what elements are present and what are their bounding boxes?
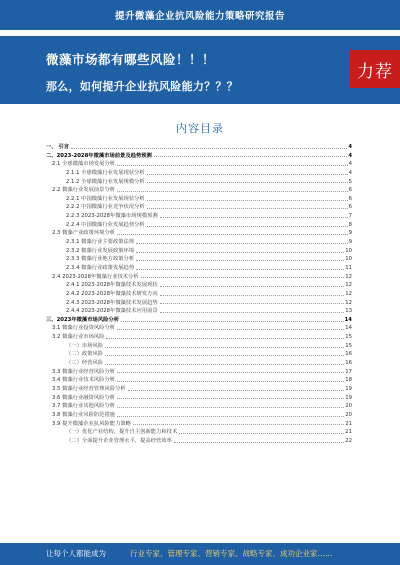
toc-entry[interactable] [46,212,352,221]
toc-entry-text: 2.4.2 2023-2028年微藻技术研发方向 [66,290,158,297]
toc-entry-text: 3.6 微藻行业融资风险分析 [52,394,116,401]
toc-entry[interactable] [46,342,352,351]
toc-dot-leader [117,372,344,373]
toc-entry-page: 4 [348,161,352,168]
toc-entry-page: 18 [345,377,352,384]
toc-entry-text: 3.9 提升微藻企业抗风险能力策略 [52,420,131,427]
toc-entry[interactable] [46,359,352,368]
toc-entry-text: 三、2023年微藻市场风险分析 [46,316,120,323]
report-title: 提升微藻企业抗风险能力策略研究报告 [114,11,285,22]
toc-entry-text: （一）市场风险 [66,342,104,349]
toc-entry-page: 10 [345,247,352,254]
footer-tagline: 行业专家、管理专家、营销专家、战略专家、成功企业家…… [130,549,333,558]
recommend-badge-label: 力荐 [357,61,393,82]
toc-dot-leader [160,286,345,287]
toc-entry-text: （一）优化产业结构，提升自主创新能力和技术 [66,429,178,436]
toc-entry-text: 3.2 微藻行业市场风险 [52,334,105,341]
toc-entry[interactable] [46,229,352,238]
hero-subheadline: 那么，如何提升企业抗风险能力？？？ [46,80,239,93]
toc-dot-leader [141,277,345,278]
hero-banner [0,36,400,104]
toc-entry-text: 2.3.3 微藻行业地方政策分析 [66,256,135,263]
toc-dot-leader [117,407,344,408]
toc-entry-page: 17 [345,368,352,375]
toc-entry-page: 21 [345,420,352,427]
toc-dot-leader [147,226,348,227]
toc-entry[interactable] [46,411,352,420]
toc-entry-text: 2.2.1 中国微藻行业发展现状分析 [66,195,145,202]
toc-entry[interactable] [46,290,352,299]
toc-dot-leader [105,364,344,365]
toc-entry-page: 14 [345,325,352,332]
toc-entry-page: 6 [348,204,352,211]
toc-dot-leader [136,243,347,244]
toc-dot-leader [147,208,348,209]
toc-entry[interactable] [46,273,352,282]
toc-dot-leader [147,182,348,183]
toc-dot-leader [174,442,344,443]
toc-entry-page: 21 [345,429,352,436]
toc-dot-leader [128,390,345,391]
recommend-badge [350,50,400,88]
toc-entry-text: 3.3 微藻行业经营风险分析 [52,368,116,375]
table-of-contents [46,143,352,539]
toc-dot-leader [160,303,345,304]
toc-entry[interactable] [46,324,352,333]
toc-entry-text: 2.3.2 微藻行业发展政策环境 [66,247,135,254]
toc-entry[interactable] [46,221,352,230]
toc-entry-text: 2.2 微藻行业发展前景分析 [52,187,116,194]
toc-entry-page: 20 [345,411,352,418]
toc-entry-page: 16 [345,351,352,358]
toc-entry-text: 二、2023-2028年微藻市场前景及趋势预测 [46,152,152,159]
toc-entry-text: （三）经营风险 [66,360,104,367]
toc-entry-page: 14 [344,316,352,323]
toc-entry[interactable] [46,255,352,264]
toc-entry-page: 9 [348,230,352,237]
toc-dot-leader [147,200,348,201]
hero-headline: 微藻市场都有哪些风险！！！ [46,52,216,67]
toc-dot-leader [106,338,344,339]
toc-entry[interactable] [46,178,352,187]
toc-entry[interactable] [46,437,352,446]
report-header-bar [0,0,400,30]
toc-entry-page: 9 [348,239,352,246]
toc-entry-page: 12 [345,290,352,297]
toc-dot-leader [105,355,344,356]
toc-entry[interactable] [46,394,352,403]
toc-entry[interactable] [46,420,352,429]
toc-entry-page: 10 [345,256,352,263]
toc-entry-text: 3.8 微藻行业风险防范措施 [52,411,116,418]
toc-dot-leader [147,174,348,175]
toc-entry[interactable] [46,428,352,437]
toc-entry-page: 4 [348,152,352,159]
toc-entry-text: 2.4.4 2023-2028年微藻技术应用前景 [66,308,158,315]
toc-entry-text: 2.3.1 微藻行业主要政策法规 [66,239,135,246]
toc-entry-page: 12 [345,273,352,280]
toc-entry-page: 15 [345,334,352,341]
toc-entry[interactable] [46,238,352,247]
toc-dot-leader [117,329,344,330]
toc-dot-leader [121,321,344,322]
toc-dot-leader [160,217,348,218]
toc-entry[interactable] [46,376,352,385]
toc-entry[interactable] [46,152,352,161]
toc-entry-text: （二）全面提升企业管理水平，提高经营效率 [66,437,172,444]
toc-dot-leader [133,424,344,425]
toc-entry[interactable] [46,316,352,325]
toc-entry-text: 3.5 微藻行业经营管理风险分析 [52,385,126,392]
toc-entry-page: 5 [348,178,352,185]
toc-entry-page: 15 [345,342,352,349]
toc-dot-leader [117,191,348,192]
toc-dot-leader [117,416,344,417]
footer-bar [0,543,400,565]
toc-entry-text: 2.1.1 全球微藻行业发展现状分析 [66,169,145,176]
toc-entry[interactable] [46,143,352,152]
toc-entry-text: 2.4.1 2023-2028年微藻技术发展现状 [66,282,158,289]
toc-entry[interactable] [46,368,352,377]
toc-entry-text: 3.4 微藻行业技术风险分析 [52,377,116,384]
toc-entry-text: 2.1.2 全球微藻行业发展规模分析 [66,178,145,185]
toc-dot-leader [71,148,347,149]
toc-dot-leader [117,234,348,235]
toc-entry-text: 2.2.4 中国微藻行业发展趋势分析 [66,221,145,228]
toc-entry-page: 11 [345,264,352,271]
toc-entry[interactable] [46,281,352,290]
toc-heading: 内容目录 [176,122,224,135]
toc-entry-page: 16 [345,360,352,367]
toc-entry[interactable] [46,333,352,342]
toc-dot-leader [136,252,344,253]
toc-entry-page: 4 [348,144,352,150]
toc-entry-text: 一、 引言 [46,144,70,150]
footer-slogan: 让每个人都能成为 [46,549,106,558]
toc-entry[interactable] [46,160,352,169]
toc-entry-page: 12 [345,282,352,289]
toc-entry-page: 6 [348,195,352,202]
toc-entry[interactable] [46,247,352,256]
toc-entry[interactable] [46,203,352,212]
toc-entry-text: 3.7 微藻行业其他风险分析 [52,403,116,410]
toc-dot-leader [136,260,344,261]
toc-entry-text: 2.3.4 微藻行业政策发展趋势 [66,264,135,271]
toc-entry-page: 19 [345,394,352,401]
toc-dot-leader [117,381,344,382]
toc-entry-text: 2.4.3 2023-2028年微藻技术发展趋势 [66,299,158,306]
toc-entry[interactable] [46,195,352,204]
toc-dot-leader [160,295,345,296]
toc-entry-text: （二）政策风险 [66,351,104,358]
toc-entry-page: 7 [348,213,352,220]
toc-entry-page: 6 [348,187,352,194]
toc-entry-text: 2.4 2023-2028年微藻行业技术分析 [52,273,139,280]
toc-dot-leader [105,347,344,348]
toc-dot-leader [117,398,344,399]
toc-entry-page: 12 [345,299,352,306]
toc-dot-leader [117,165,348,166]
toc-entry-text: 2.2.2 中国微藻行业竞争状况分析 [66,204,145,211]
toc-entry-page: 13 [345,308,352,315]
toc-entry-text: 2.1 全球微藻市场发展分析 [52,161,116,168]
toc-entry-page: 20 [345,403,352,410]
toc-entry-page: 4 [348,169,352,176]
toc-dot-leader [179,433,344,434]
toc-entry-text: 3.1 微藻行业投资风险分析 [52,325,116,332]
toc-entry[interactable] [46,186,352,195]
toc-entry[interactable] [46,385,352,394]
toc-entry[interactable] [46,307,352,316]
toc-dot-leader [136,269,344,270]
toc-dot-leader [154,156,347,157]
toc-entry-page: 22 [345,437,352,444]
toc-entry[interactable] [46,402,352,411]
toc-entry[interactable] [46,264,352,273]
toc-entry[interactable] [46,350,352,359]
toc-entry-text: 2.2.3 2023-2028年微藻市场规模预测 [66,213,158,220]
toc-entry[interactable] [46,169,352,178]
toc-entry-text: 2.3 微藻产业政策环境分析 [52,230,116,237]
toc-entry-page: 19 [345,385,352,392]
toc-dot-leader [160,312,345,313]
toc-entry-page: 8 [348,221,352,228]
toc-entry[interactable] [46,299,352,308]
